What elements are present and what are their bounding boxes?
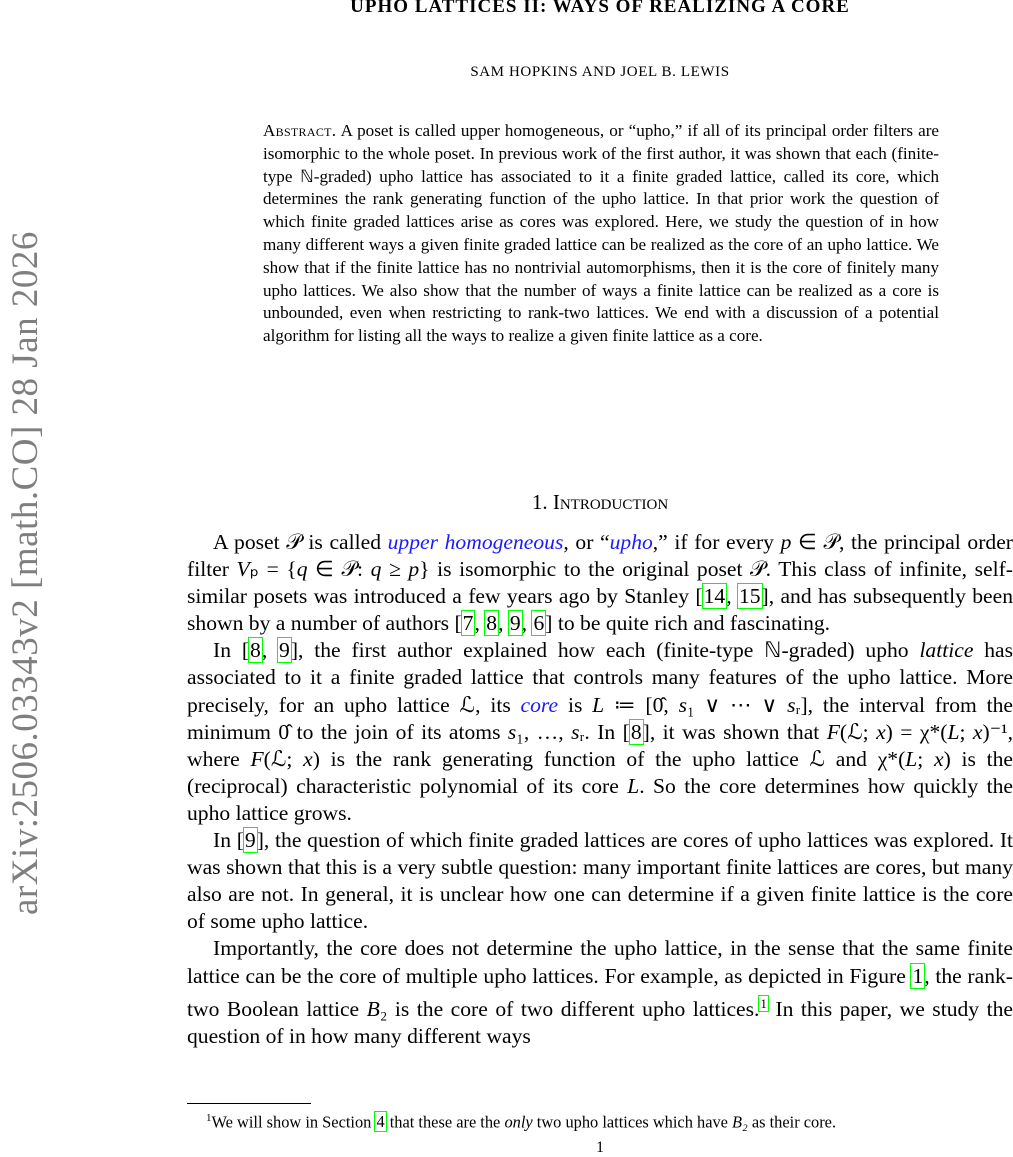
text-run: , bbox=[726, 584, 738, 609]
citation-link[interactable]: 8 bbox=[486, 611, 498, 636]
footnote-math: B₂ bbox=[732, 1112, 748, 1132]
text-run: (ℒ; bbox=[263, 746, 304, 771]
text-run: ∈ 𝒫: bbox=[307, 557, 371, 582]
footnote-text: We will show in Section bbox=[211, 1112, 376, 1132]
paper-title: UPHO LATTICES II: WAYS OF REALIZING A CORE bbox=[350, 0, 850, 17]
text-run: , bbox=[498, 611, 509, 636]
text-run: ], it was shown that bbox=[642, 719, 827, 744]
text-run: ≔ [0̂, bbox=[604, 692, 679, 717]
math-symbol: x bbox=[934, 746, 944, 771]
footnote-text: as their core. bbox=[747, 1112, 837, 1132]
citation-link[interactable]: 9 bbox=[509, 611, 521, 636]
math-symbol: F bbox=[250, 746, 264, 771]
math-symbol: lattice bbox=[919, 638, 974, 663]
arxiv-identifier-stamp: arXiv:2506.03343v2 [math.CO] 28 Jan 2026 bbox=[5, 231, 46, 915]
text-run: In [ bbox=[213, 638, 250, 663]
text-run: ) is the rank generating function of the upho lattice ℒ and χ*( bbox=[312, 746, 906, 771]
text-run: . So the core determines how quickly the upho lattice grows. bbox=[187, 773, 1013, 825]
math-symbol: L bbox=[947, 719, 960, 744]
section-title: Introduction bbox=[552, 490, 669, 514]
abstract-label: Abstract. bbox=[263, 121, 337, 140]
section-heading bbox=[187, 490, 1013, 515]
citation-link[interactable]: 15 bbox=[738, 584, 761, 609]
math-symbol: L bbox=[627, 773, 640, 798]
text-run: ) is the (reciprocal) characteristic polynomial of its core bbox=[187, 746, 1013, 798]
math-symbol: L bbox=[592, 692, 605, 717]
text-run: ₁ ∨ ⋯ ∨ bbox=[687, 692, 788, 717]
math-symbol: V bbox=[236, 557, 250, 582]
definition-link[interactable]: upho bbox=[609, 530, 653, 554]
footnote-text: two upho lattices which have bbox=[532, 1112, 733, 1132]
text-run: ], and has subsequently been shown by a number of authors [ bbox=[187, 584, 1013, 636]
citation-link[interactable]: 6 bbox=[533, 611, 545, 636]
footnote-mark: 1 bbox=[206, 1112, 212, 1124]
paper-authors: SAM HOPKINS AND JOEL B. LEWIS bbox=[470, 64, 730, 80]
text-run: A poset 𝒫 is called bbox=[213, 530, 388, 554]
math-symbol: q bbox=[296, 557, 308, 582]
text-run: ], the question of which finite graded lattices are cores of upho lattices was explored. It was shown that this is a very subtle question: many important finite lattices are cores, but many also are not. In general, it is unclear how one can determine if a given finite lattice is the core of some upho lattice. bbox=[187, 828, 1013, 934]
math-symbol: q ≥ p bbox=[370, 557, 420, 582]
math-symbol: s bbox=[507, 719, 517, 744]
citation-link[interactable]: 8 bbox=[250, 638, 261, 663]
text-run: ₚ = { bbox=[249, 557, 297, 582]
paragraph bbox=[187, 529, 1013, 637]
text-run: , bbox=[521, 611, 533, 636]
text-run: , the rank-two Boolean lattice bbox=[187, 963, 1013, 1021]
text-run: , bbox=[261, 638, 279, 663]
math-symbol: F bbox=[826, 719, 840, 744]
math-symbol: p bbox=[780, 530, 792, 554]
math-symbol: B bbox=[366, 996, 380, 1021]
text-run: In [ bbox=[213, 828, 244, 853]
section-reference-link[interactable]: 4 bbox=[376, 1112, 385, 1132]
text-run: ∈ 𝒫, the principal order filter bbox=[187, 530, 1013, 582]
text-run: ; bbox=[959, 719, 973, 744]
text-run: is bbox=[558, 692, 593, 717]
footnote-link[interactable]: 1 bbox=[760, 995, 767, 1011]
footnote-text: that these are the bbox=[385, 1112, 505, 1132]
paragraph bbox=[187, 935, 1013, 1050]
text-run: , bbox=[474, 611, 486, 636]
math-symbol: x bbox=[303, 746, 313, 771]
math-symbol: s bbox=[787, 692, 796, 717]
math-symbol: L bbox=[905, 746, 918, 771]
citation-link[interactable]: 1 bbox=[912, 963, 924, 988]
definition-link[interactable]: core bbox=[520, 692, 559, 717]
text-run: ,” if for every bbox=[652, 530, 781, 554]
section-number: 1. bbox=[531, 490, 548, 514]
text-run: Importantly, the core does not determine the upho lattice, in the sense that the same finite lattice can be the core of multiple upho lattices. For example, as depicted in Figure bbox=[187, 936, 1013, 988]
text-run: has associated to it a finite graded lattice that controls many features of the upho lattice. More precisely, for an upho lattice ℒ, its bbox=[187, 638, 1013, 717]
text-run: ᵣ], the interval from the minimum 0̂ to the join of its atoms bbox=[187, 692, 1013, 744]
citation-link[interactable]: 14 bbox=[703, 584, 726, 609]
text-run: ] to be quite rich and fascinating. bbox=[545, 611, 831, 636]
text-run: ; bbox=[917, 746, 934, 771]
footnote-emphasis: only bbox=[504, 1112, 533, 1132]
math-symbol: s bbox=[678, 692, 688, 717]
citation-link[interactable]: 8 bbox=[630, 719, 642, 744]
text-run: ) = χ*( bbox=[885, 719, 948, 744]
abstract bbox=[263, 120, 939, 348]
citation-link[interactable]: 9 bbox=[279, 638, 290, 663]
footnote bbox=[206, 1112, 836, 1132]
definition-link[interactable]: upper homogeneous bbox=[387, 530, 564, 554]
paragraph bbox=[187, 637, 1013, 827]
text-run: )⁻¹, where bbox=[187, 719, 1013, 771]
paragraph bbox=[187, 827, 1013, 935]
text-run: } is isomorphic to the original poset 𝒫. This class of infinite, self-similar posets was introduced a few years ago by Stanley [ bbox=[187, 557, 1013, 609]
math-symbol: x bbox=[972, 719, 983, 744]
footnote-rule bbox=[187, 1103, 311, 1104]
text-run: ₂ is the core of two different upho lattices. bbox=[379, 996, 760, 1021]
math-symbol: x bbox=[876, 719, 886, 744]
text-run: ᵣ. In [ bbox=[579, 719, 630, 744]
text-run: ₁, …, bbox=[516, 719, 572, 744]
math-symbol: s bbox=[571, 719, 580, 744]
citation-link[interactable]: 7 bbox=[462, 611, 474, 636]
text-run: In this paper, we study the question of in how many different ways bbox=[187, 996, 1013, 1048]
text-run: ], the first author explained how each (finite-type ℕ-graded) upho bbox=[290, 638, 920, 663]
body-text bbox=[187, 529, 1013, 1050]
text-run: , or “ bbox=[563, 530, 610, 554]
citation-link[interactable]: 9 bbox=[244, 828, 256, 853]
page-number: 1 bbox=[596, 1139, 604, 1156]
text-run: (ℒ; bbox=[839, 719, 877, 744]
abstract-text: A poset is called upper homogeneous, or “upho,” if all of its principal order filters are isomorphic to the whole poset. In previous work of the first author, it was shown that each (finite-type ℕ-graded) upho lattice has associated to it a finite graded lattice, called its core, which determines the rank generating function of the upho lattice. In that prior work the question of which finite graded lattices arise as cores was explored. Here, we study the question of in how many different ways a given finite graded lattice can be realized as the core of an upho lattice. We show that if the finite lattice has no nontrivial automorphisms, then it is the core of finitely many upho lattices. We also show that the number of ways a finite lattice can be realized as a core is unbounded, even when restricting to rank-two lattices. We end with a discussion of a potential algorithm for listing all the ways to realize a given finite lattice as a core. bbox=[263, 121, 939, 346]
